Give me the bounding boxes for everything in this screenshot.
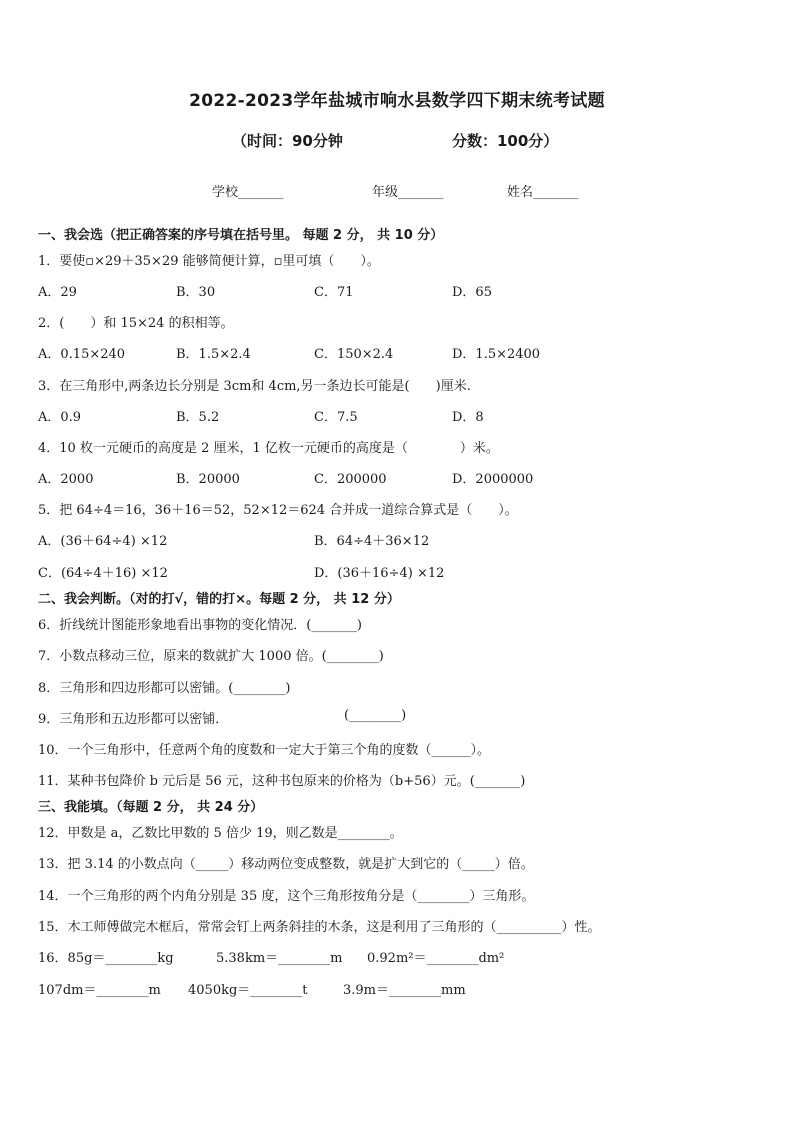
- question-3: 3．在三角形中,两条边长分别是 3cm和 4cm,另一条边长可能是( )厘米.: [38, 379, 471, 394]
- score-label: 分数：100分）: [452, 132, 559, 150]
- q16-part-d: 107dm＝________m: [38, 983, 161, 998]
- time-label: （时间：90分钟: [232, 132, 343, 150]
- section-3-heading: 三、我能填。（每题 2 分， 共 24 分）: [38, 800, 264, 815]
- q3-option-d: D．8: [452, 410, 484, 425]
- q3-option-a: A．0.9: [38, 410, 82, 425]
- question-13: 13．把 3.14 的小数点向（_____）移动两位变成整数，就是扩大到它的（_____）倍。: [38, 857, 534, 872]
- q16-part-e: 4050kg＝________t: [188, 983, 308, 998]
- q5-option-c: C．(64÷4＋16) ×12: [38, 566, 168, 581]
- q9-answer-blank: (________): [344, 708, 407, 723]
- q5-option-d: D．(36＋16÷4) ×12: [314, 566, 445, 581]
- q4-option-c: C．200000: [314, 472, 387, 487]
- q4-option-d: D．2000000: [452, 472, 534, 487]
- q2-option-b: B．1.5×2.4: [176, 347, 251, 362]
- q16-part-f: 3.9m＝________mm: [343, 983, 466, 998]
- q1-option-d: D．65: [452, 285, 492, 300]
- question-11: 11．某种书包降价 b 元后是 56 元，这种书包原来的价格为（b+56）元。(_______): [38, 774, 526, 789]
- section-2-heading: 二、我会判断。（对的打√，错的打×。每题 2 分， 共 12 分）: [38, 592, 400, 607]
- grade-field: 年级_______: [372, 185, 444, 200]
- question-14: 14．一个三角形的两个内角分别是 35 度，这个三角形按角分是（________）三角形。: [38, 889, 535, 904]
- q3-option-c: C．7.5: [314, 410, 358, 425]
- q5-option-a: A．(36＋64÷4) ×12: [38, 534, 168, 549]
- question-8: 8．三角形和四边形都可以密铺。(________): [38, 681, 291, 696]
- page-title: 2022-2023学年盐城市响水县数学四下期末统考试题: [189, 91, 605, 111]
- question-15: 15．木工师傅做完木框后，常常会钉上两条斜挂的木条，这是利用了三角形的（__________）性。: [38, 920, 601, 935]
- q16-part-a: 16．85g＝________kg: [38, 951, 174, 966]
- q5-option-b: B．64÷4＋36×12: [314, 534, 430, 549]
- q1-option-b: B．30: [176, 285, 216, 300]
- q4-option-b: B．20000: [176, 472, 240, 487]
- q3-option-b: B．5.2: [176, 410, 220, 425]
- section-1-heading: 一、我会选（把正确答案的序号填在括号里。 每题 2 分， 共 10 分）: [38, 228, 444, 243]
- name-field: 姓名_______: [507, 185, 579, 200]
- q4-option-a: A．2000: [38, 472, 94, 487]
- question-5: 5．把 64÷4＝16，36＋16＝52，52×12＝624 合并成一道综合算式是（ ）。: [38, 503, 518, 518]
- question-6: 6．折线统计图能形象地看出事物的变化情况．(_______): [38, 618, 362, 633]
- question-10: 10．一个三角形中，任意两个角的度数和一定大于第三个角的度数（______）。: [38, 743, 491, 758]
- q1-option-a: A．29: [38, 285, 77, 300]
- school-field: 学校_______: [212, 185, 284, 200]
- question-12: 12．甲数是 a，乙数比甲数的 5 倍少 19，则乙数是________。: [38, 826, 403, 841]
- q2-option-c: C．150×2.4: [314, 347, 394, 362]
- q16-part-c: 0.92m²＝________dm²: [367, 951, 505, 966]
- q1-option-c: C．71: [314, 285, 354, 300]
- question-4: 4．10 枚一元硬币的高度是 2 厘米，1 亿枚一元硬币的高度是（ ）米。: [38, 441, 499, 456]
- q2-option-d: D．1.5×2400: [452, 347, 541, 362]
- q2-option-a: A．0.15×240: [38, 347, 126, 362]
- q16-part-b: 5.38km＝________m: [216, 951, 343, 966]
- question-2: 2．( ）和 15×24 的积相等。: [38, 316, 234, 331]
- question-1: 1．要使▫×29＋35×29 能够简便计算，▫里可填（ ）。: [38, 254, 380, 269]
- question-7: 7．小数点移动三位，原来的数就扩大 1000 倍。(________): [38, 649, 384, 664]
- question-9: 9．三角形和五边形都可以密铺．: [38, 712, 229, 727]
